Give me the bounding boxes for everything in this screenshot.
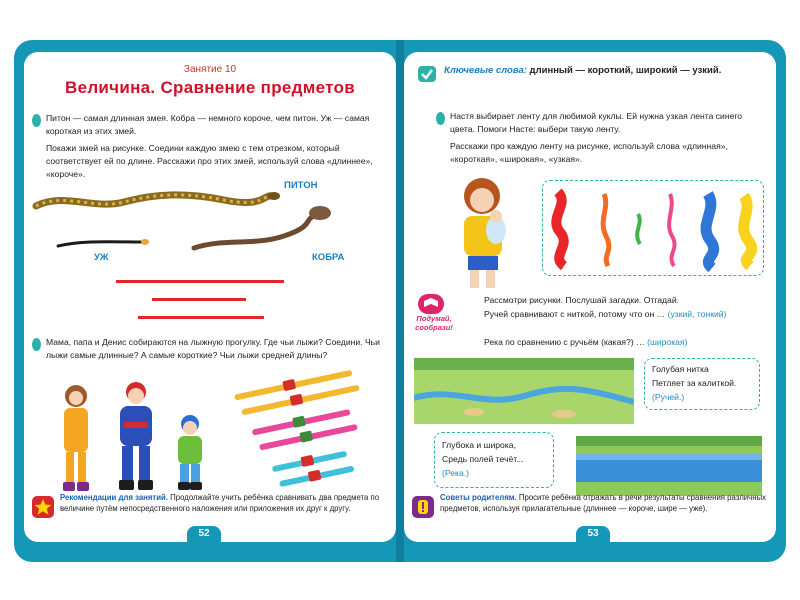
star-icon <box>32 496 54 518</box>
recommendations-text <box>60 492 388 514</box>
skis-task-text: Мама, папа и Денис собираются на лыжную прогулку. Где чьи лыжи? Соедини. Чьи лыжи самые длинные? А самые короткие? Чьи лыжи средней длины? <box>46 337 380 360</box>
ribbon-orange-narrow <box>603 194 609 266</box>
bullet-dot <box>32 114 41 127</box>
exclamation-icon <box>412 496 434 518</box>
parents-advice-heading: Советы родителям. <box>440 493 517 502</box>
recommendations-heading: Рекомендации для занятий. <box>60 493 169 502</box>
left-footer <box>30 490 390 528</box>
ribbons-illustration <box>548 184 760 274</box>
long-segment[interactable] <box>116 280 284 283</box>
book-spine <box>396 40 404 562</box>
ribbon-blue <box>706 194 714 268</box>
girl-illustration <box>444 172 528 290</box>
ribbon-describe-text: Расскажи про каждую ленту на рисунке, используй слова «длинная», «короткая», «широкая», «узкая». <box>450 141 728 164</box>
check-icon <box>418 66 436 82</box>
river-question <box>484 336 768 349</box>
ribbon-green <box>637 214 640 244</box>
snakes-task-text: Покажи змей на рисунке. Соедини каждую змею с тем отрезком, который соответствует ей по длине. Расскажи про этих змей, используй слова «длиннее», «короче». <box>46 143 373 179</box>
riddle-stream-line-1: Голубая нитка <box>652 364 709 374</box>
stream-answer: (узкий, тонкий) <box>667 309 727 319</box>
think-badge: Подумай, сообрази! <box>415 314 453 332</box>
bullet-dot <box>436 112 445 125</box>
keywords-line <box>444 64 768 78</box>
riddle-stream-answer: (Ручей.) <box>652 392 685 402</box>
parents-advice-body: Просите ребёнка отражать в речи результаты сравнения различных предметов, используя прилагательные (длиннее — короче, шире — уже). <box>440 493 767 513</box>
recommendations-body: Продолжайте учить ребёнка сравнивать два предмета по величине путём непосредственного наложения или приложения их друг к другу. <box>60 493 380 513</box>
snakes-illustration <box>24 180 396 305</box>
keywords-label: Ключевые слова: <box>444 65 527 76</box>
stream-picture <box>414 358 634 424</box>
uzh-snake <box>58 242 142 246</box>
lesson-label: Занятие 10 <box>183 64 237 75</box>
ribbon-red <box>556 192 564 266</box>
ribbon-task-text: Настя выбирает ленту для любимой куклы. Ей нужна узкая лента синего цвета. Помоги Насте: выбери такую ленту. <box>450 111 743 134</box>
skis-illustration <box>234 370 389 500</box>
ribbon-yellow <box>744 196 752 266</box>
right-page <box>404 52 776 542</box>
snakes-intro-text: Питон — самая длинная змея. Кобра — немного короче, чем питон. Уж — самая короткая из этих змей. <box>46 113 370 136</box>
book-icon <box>418 294 444 314</box>
mom-figure <box>63 385 89 491</box>
uzh-label: УЖ <box>94 252 109 263</box>
medium-segment[interactable] <box>152 298 246 301</box>
river-picture <box>576 436 762 496</box>
cobra-snake <box>194 216 314 248</box>
python-label: ПИТОН <box>284 180 318 191</box>
cobra-label: КОБРА <box>312 252 345 263</box>
page-title: Величина. Сравнение предметов <box>65 78 355 97</box>
stream-question-text: Ручей сравнивают с ниткой, потому что он … <box>484 309 666 319</box>
ribbon-pink <box>669 194 674 266</box>
riddle-task-text: Рассмотри рисунки. Послушай загадки. Отгадай. <box>484 295 680 305</box>
page-number: 52 <box>187 526 221 542</box>
dad-figure <box>119 382 153 490</box>
parents-advice-text <box>440 492 768 514</box>
page-number: 53 <box>576 526 610 542</box>
short-segment[interactable] <box>138 316 264 319</box>
riddle-river-line-2: Средь полей течёт... <box>442 454 524 464</box>
riddle-river-line-1: Глубока и широка, <box>442 440 516 450</box>
bullet-dot <box>32 338 41 351</box>
family-illustration <box>54 378 224 496</box>
keywords-value: длинный — короткий, широкий — узкий. <box>529 65 722 76</box>
right-footer <box>410 490 770 528</box>
river-answer: (широкая) <box>647 337 688 347</box>
left-page <box>24 52 396 542</box>
river-question-text: Река по сравнению с ручьём (какая?) … <box>484 337 645 347</box>
denis-figure <box>178 415 202 490</box>
riddle-stream-line-2: Петляет за калиткой. <box>652 378 737 388</box>
riddle-river-answer: (Река.) <box>442 468 469 478</box>
stream-question <box>484 308 768 321</box>
